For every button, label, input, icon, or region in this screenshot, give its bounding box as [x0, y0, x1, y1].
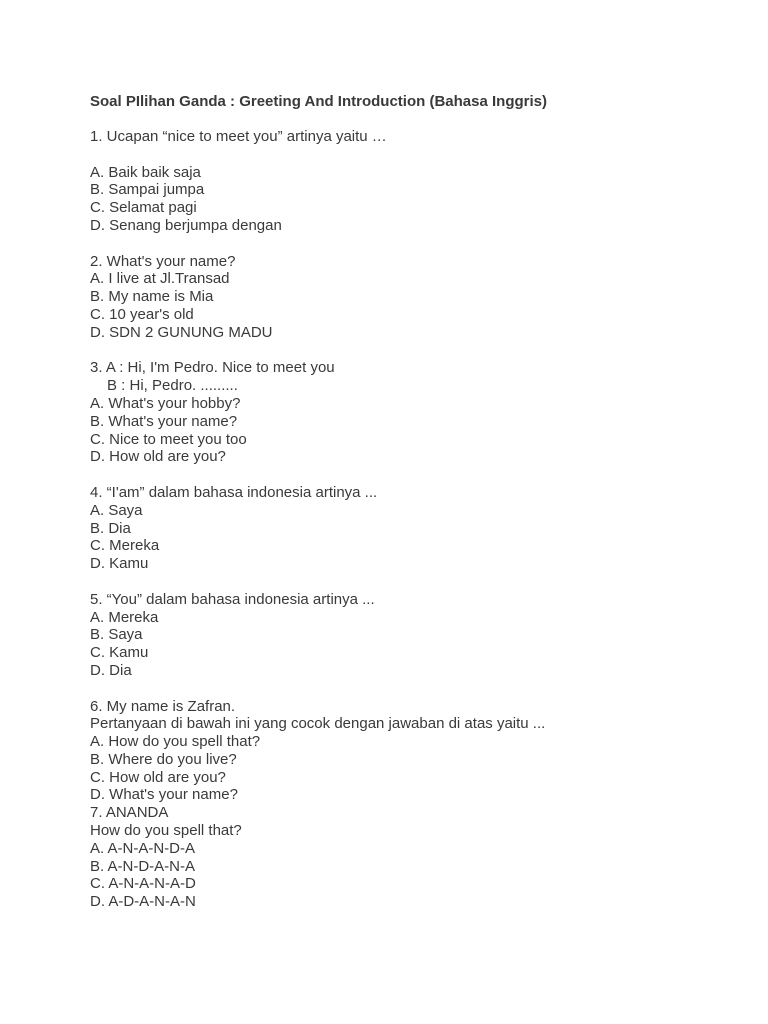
answer-option: B. Dia [90, 519, 131, 537]
question-4 [90, 484, 750, 573]
answer-option: B. A-N-D-A-N-A [90, 857, 195, 875]
answer-option: A. Mereka [90, 608, 159, 626]
spacer [90, 342, 750, 360]
answer-option: A. What's your hobby? [90, 394, 241, 412]
question-prompt: 6. My name is Zafran. [90, 697, 236, 715]
question-1 [90, 128, 750, 235]
answer-option: A. Baik baik saja [90, 163, 201, 181]
question-prompt: 2. What's your name? [90, 252, 236, 270]
question-6 [90, 698, 750, 805]
answer-option: A. Saya [90, 501, 143, 519]
question-prompt: 5. “You” dalam bahasa indonesia artinya ... [90, 590, 375, 608]
question-prompt-line-2: Pertanyaan di bawah ini yang cocok dengan jawaban di atas yaitu ... [90, 715, 546, 733]
question-prompt-line-2: How do you spell that? [90, 822, 242, 840]
answer-option: C. A-N-A-N-A-D [90, 875, 196, 893]
answer-option: C. 10 year's old [90, 305, 194, 323]
answer-option: D. What's your name? [90, 786, 238, 804]
question-2 [90, 253, 750, 342]
document-title: Soal PIlihan Ganda : Greeting And Introduction (Bahasa Inggris) [90, 93, 547, 110]
answer-option: C. How old are you? [90, 768, 226, 786]
spacer [90, 680, 750, 698]
answer-option: C. Nice to meet you too [90, 430, 247, 448]
answer-option: D. Kamu [90, 555, 149, 573]
answer-option: C. Mereka [90, 537, 160, 555]
answer-option: A. How do you spell that? [90, 733, 261, 751]
question-prompt: 1. Ucapan “nice to meet you” artinya yaitu … [90, 128, 387, 145]
spacer [90, 146, 750, 164]
spacer [90, 466, 750, 484]
answer-option: A. I live at Jl.Transad [90, 270, 230, 288]
answer-option: A. A-N-A-N-D-A [90, 839, 195, 857]
question-prompt: 3. A : Hi, I'm Pedro. Nice to meet you [90, 359, 335, 377]
answer-option: B. Where do you live? [90, 750, 237, 768]
question-prompt-line-2: B : Hi, Pedro. ......... [107, 377, 238, 395]
answer-option: D. SDN 2 GUNUNG MADU [90, 323, 273, 341]
spacer [90, 235, 750, 253]
question-3 [90, 359, 750, 466]
question-5 [90, 591, 750, 680]
answer-option: B. What's your name? [90, 412, 238, 430]
question-7 [90, 804, 750, 911]
answer-option: B. Sampai jumpa [90, 181, 205, 199]
answer-option: D. A-D-A-N-A-N [90, 893, 196, 911]
question-prompt: 7. ANANDA [90, 804, 169, 822]
answer-option: B. Saya [90, 626, 143, 644]
question-prompt: 4. “I'am” dalam bahasa indonesia artinya ... [90, 483, 378, 501]
document-page [90, 93, 750, 911]
answer-option: D. How old are you? [90, 448, 226, 466]
answer-option: D. Dia [90, 661, 132, 679]
spacer [90, 573, 750, 591]
answer-option: B. My name is Mia [90, 288, 214, 306]
answer-option: C. Selamat pagi [90, 199, 197, 217]
spacer [90, 111, 750, 128]
answer-option: D. Senang berjumpa dengan [90, 216, 282, 234]
answer-option: C. Kamu [90, 644, 149, 662]
